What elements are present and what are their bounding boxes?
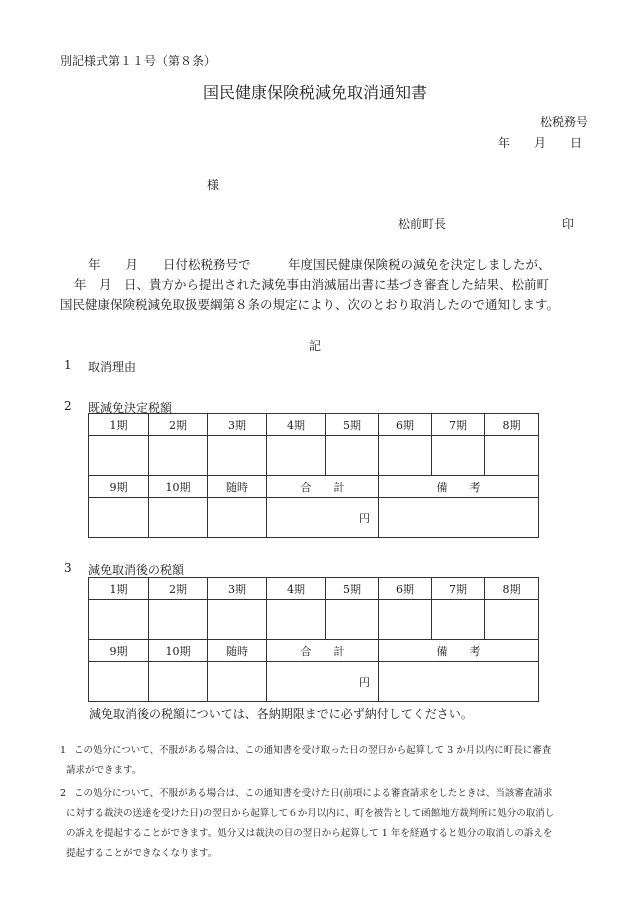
amount-cell — [267, 600, 326, 640]
amount-cell — [432, 436, 485, 476]
footnote-1-number: 1 — [60, 745, 67, 756]
section-3-label: 減免取消後の税額 — [88, 563, 185, 577]
table-existing-tax — [88, 413, 539, 538]
body-line-1: 年 月 日付松税務号で 年度国民健康保険税の減免を決定しましたが、 — [88, 257, 551, 272]
period-header: 随時 — [208, 476, 267, 498]
amount-cell — [267, 436, 326, 476]
total-yen-cell: 円 — [267, 498, 379, 538]
issue-date: 年 月 日 — [497, 136, 588, 150]
amount-cell — [379, 436, 432, 476]
period-header: 3期 — [208, 578, 267, 600]
footnote-1-line: この処分について、不服がある場合は、この通知書を受け取った日の翌日から起算して 3 か月以内に町長に審査 — [74, 745, 552, 756]
amount-cell — [149, 600, 208, 640]
period-header: 10期 — [149, 476, 208, 498]
total-yen-cell: 円 — [267, 662, 379, 702]
recipient-suffix: 様 — [207, 178, 220, 192]
amount-cell — [149, 498, 208, 538]
period-header: 8期 — [485, 414, 539, 436]
remarks-header: 備 考 — [379, 476, 539, 498]
period-header: 5期 — [326, 578, 379, 600]
period-header: 随時 — [208, 640, 267, 662]
ki-heading: 記 — [308, 339, 321, 353]
amount-cell — [89, 662, 149, 702]
section-1-label: 取消理由 — [88, 360, 137, 374]
footnote-1-line: 請求ができます。 — [66, 765, 142, 776]
section-3-number: 3 — [64, 561, 72, 575]
period-header: 7期 — [432, 578, 485, 600]
period-header: 1期 — [89, 578, 149, 600]
footnote-2-line: 提起することができなくなります。 — [66, 848, 218, 859]
period-header: 5期 — [326, 414, 379, 436]
amount-cell — [208, 436, 267, 476]
amount-cell — [149, 436, 208, 476]
period-header: 4期 — [267, 578, 326, 600]
amount-cell — [149, 662, 208, 702]
remarks-header: 備 考 — [379, 640, 539, 662]
amount-cell — [326, 436, 379, 476]
period-header: 9期 — [89, 640, 149, 662]
section-2-number: 2 — [64, 399, 72, 413]
amount-cell — [379, 600, 432, 640]
payment-note: 減免取消後の税額については、各納期限までに必ず納付してください。 — [89, 707, 473, 721]
period-header: 1期 — [89, 414, 149, 436]
total-header: 合 計 — [267, 476, 379, 498]
section-1-number: 1 — [64, 358, 72, 372]
amount-cell — [89, 498, 149, 538]
footnote-2-line: に対する裁決の送達を受けた日)の翌日から起算して６か月以内に、町を被告として函館地方裁判所に処分の取消し — [66, 808, 555, 819]
period-header: 8期 — [485, 578, 539, 600]
amount-cell — [326, 600, 379, 640]
remarks-cell — [379, 498, 539, 538]
period-header: 4期 — [267, 414, 326, 436]
period-header: 2期 — [149, 578, 208, 600]
period-header: 3期 — [208, 414, 267, 436]
footnote-2-line: の訴えを提起することができます。処分又は裁決の日の翌日から起算して 1 年を経過すると処分の取消しの訴えを — [66, 828, 553, 839]
period-header: 6期 — [379, 578, 432, 600]
amount-cell — [485, 600, 539, 640]
amount-cell — [208, 600, 267, 640]
body-line-2: 年 月 日、貴方から提出された減免事由消滅届出書に基づき審査した結果、松前町 — [74, 277, 550, 292]
total-header: 合 計 — [267, 640, 379, 662]
doc-number: 松税務号 — [539, 115, 588, 129]
amount-cell — [485, 436, 539, 476]
issuer-name: 松前町長 — [398, 217, 447, 231]
amount-cell — [208, 662, 267, 702]
remarks-cell — [379, 662, 539, 702]
amount-cell — [89, 600, 149, 640]
period-header: 9期 — [89, 476, 149, 498]
amount-cell — [89, 436, 149, 476]
footnote-2-line: この処分について、不服がある場合は、この通知書を受けた日(前項による審査請求をしたときは、当該審査請求 — [74, 788, 553, 799]
period-header: 10期 — [149, 640, 208, 662]
document-title: 国民健康保険税減免取消通知書 — [202, 83, 427, 102]
amount-cell — [208, 498, 267, 538]
period-header: 2期 — [149, 414, 208, 436]
period-header: 7期 — [432, 414, 485, 436]
seal-mark: 印 — [562, 217, 575, 231]
amount-cell — [432, 600, 485, 640]
form-number: 別記様式第１１号（第８条） — [60, 54, 217, 68]
section-2-label: 既減免決定税額 — [88, 401, 173, 415]
body-line-3: 国民健康保険税減免取扱要綱第８条の規定により、次のとおり取消したので通知します。 — [60, 297, 560, 312]
period-header: 6期 — [379, 414, 432, 436]
footnote-2-number: 2 — [60, 788, 67, 799]
table-revised-tax — [88, 577, 539, 702]
